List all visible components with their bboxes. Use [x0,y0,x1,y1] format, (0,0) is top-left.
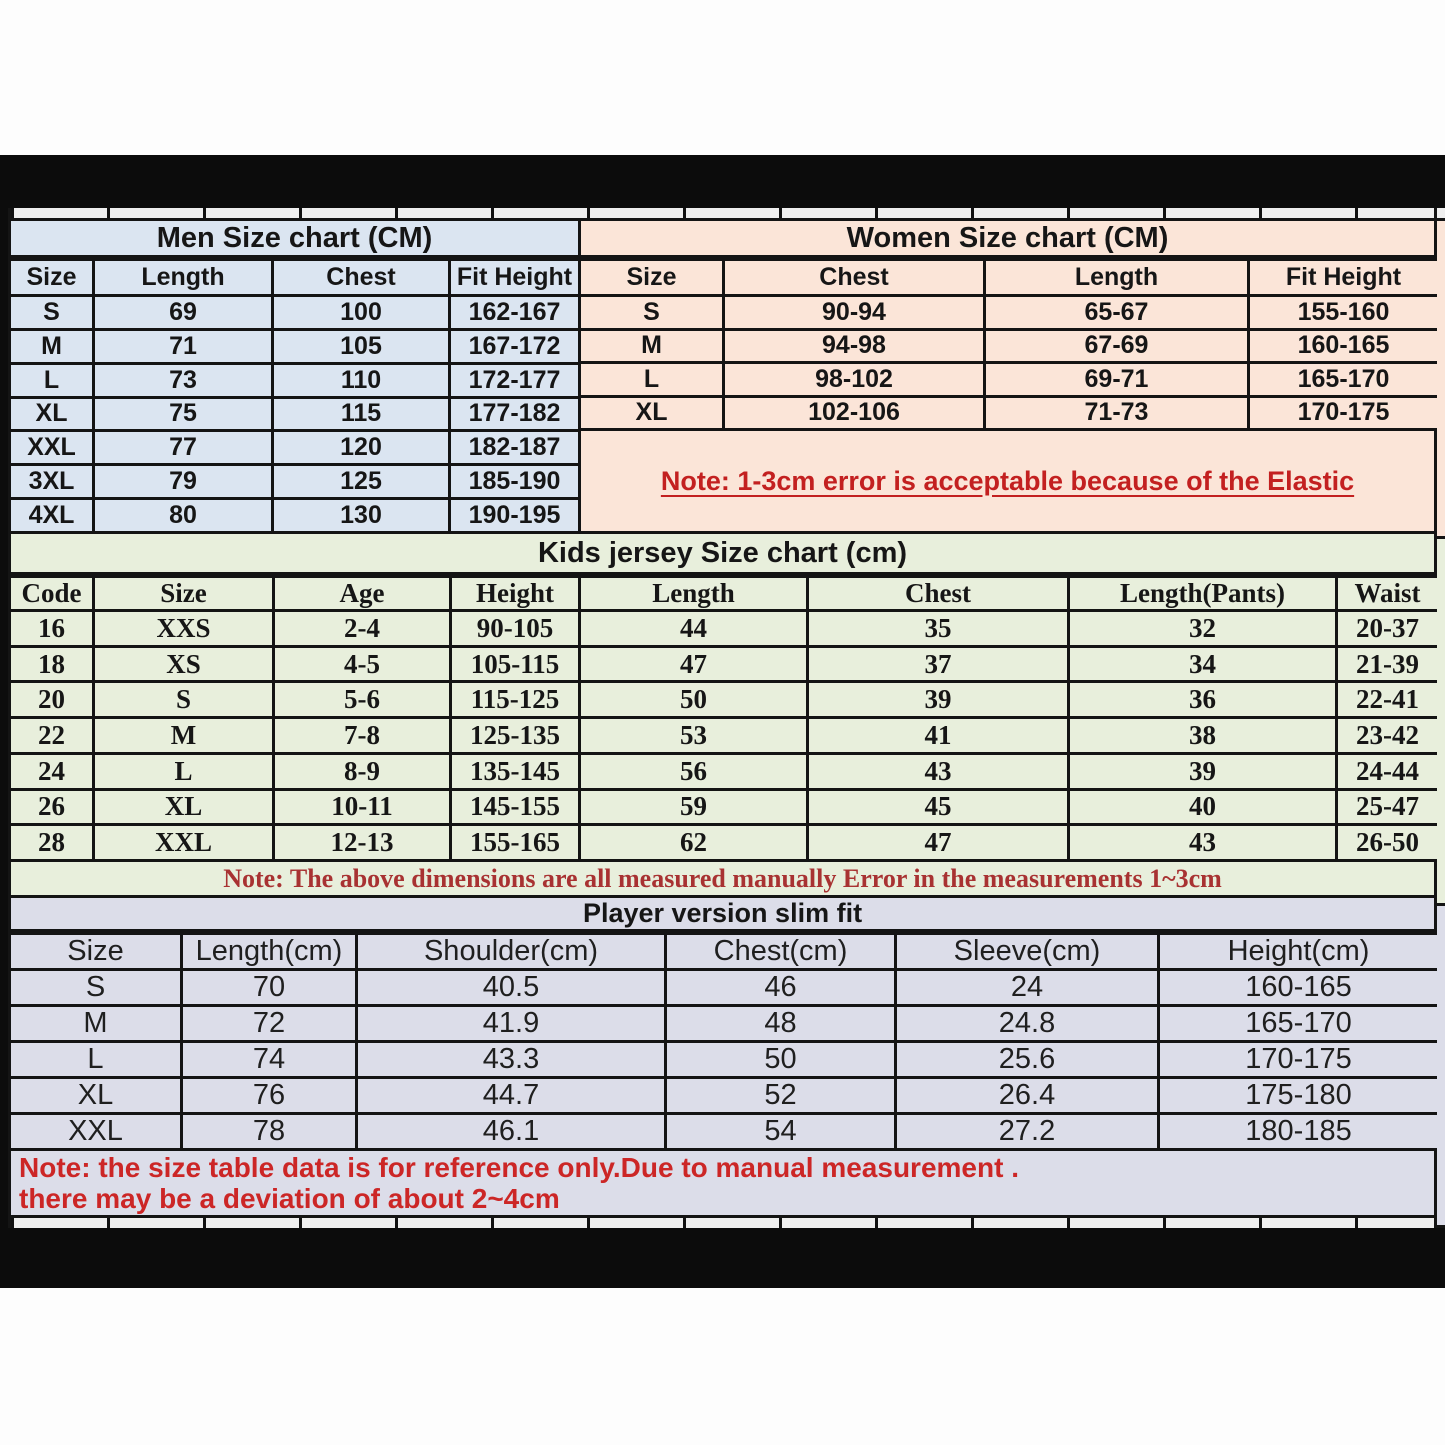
table-row [10,789,1439,825]
table-cell: XXL [10,431,94,465]
table-cell: 69-71 [985,363,1249,397]
table-cell: 41 [808,718,1069,754]
table-cell: 155-165 [451,825,580,861]
table-cell: 52 [666,1078,896,1114]
table-cell: 43.3 [357,1042,666,1078]
table-cell: 40.5 [357,970,666,1006]
table-cell: 39 [808,682,1069,718]
table-cell: S [10,970,182,1006]
table-cell: 167-172 [450,329,580,363]
table-cell: 78 [182,1114,357,1150]
table-cell: 27.2 [896,1114,1159,1150]
table-cell: 21-39 [1337,646,1439,682]
women-header-row [580,260,1439,296]
column-header: Length [580,577,808,611]
table-cell: 3XL [10,465,94,499]
men-size-table [8,258,581,534]
table-cell: 67-69 [985,329,1249,363]
table-cell: 18 [10,646,94,682]
table-cell: M [94,718,274,754]
table-row [580,396,1439,430]
table-row [10,296,580,330]
table-cell: 46 [666,970,896,1006]
table-cell: 24.8 [896,1006,1159,1042]
cropped-row-bottom [8,1218,1437,1228]
table-row [10,1078,1439,1114]
table-cell: 36 [1069,682,1337,718]
table-cell: 24 [896,970,1159,1006]
table-cell: 145-155 [451,789,580,825]
table-cell: L [94,753,274,789]
table-cell: 160-165 [1249,329,1439,363]
men-size-chart [8,218,578,534]
table-cell: 45 [808,789,1069,825]
table-cell: 20 [10,682,94,718]
column-header: Chest [724,260,985,296]
table-cell: 73 [94,363,273,397]
table-cell: XXL [94,825,274,861]
men-header-row [10,260,580,296]
table-cell: M [580,329,724,363]
table-row [10,718,1439,754]
table-cell: 10-11 [274,789,451,825]
table-cell: 115 [273,397,450,431]
men-women-row [8,218,1437,534]
table-cell: 25.6 [896,1042,1159,1078]
table-cell: 77 [94,431,273,465]
table-cell: 75 [94,397,273,431]
table-cell: 46.1 [357,1114,666,1150]
table-row [10,970,1439,1006]
table-cell: 165-170 [1159,1006,1439,1042]
table-cell: 115-125 [451,682,580,718]
table-cell: 105-115 [451,646,580,682]
kids-chart-title: Kids jersey Size chart (cm) [8,534,1437,575]
table-cell: L [10,363,94,397]
kids-header-row [10,577,1439,611]
column-header: Length [985,260,1249,296]
table-cell: 35 [808,611,1069,647]
table-cell: 74 [182,1042,357,1078]
table-cell: 162-167 [450,296,580,330]
table-cell: 182-187 [450,431,580,465]
table-cell: 94-98 [724,329,985,363]
player-version-chart [8,898,1437,1218]
table-cell: 53 [580,718,808,754]
kids-size-table [8,575,1440,862]
table-cell: 110 [273,363,450,397]
table-row [10,329,580,363]
table-cell: 41.9 [357,1006,666,1042]
table-cell: 32 [1069,611,1337,647]
column-header: Code [10,577,94,611]
table-cell: 22 [10,718,94,754]
table-row [10,1114,1439,1150]
table-cell: XL [10,397,94,431]
table-cell: 44.7 [357,1078,666,1114]
table-cell: 135-145 [451,753,580,789]
table-cell: 4XL [10,499,94,533]
table-row [580,329,1439,363]
table-cell: 43 [808,753,1069,789]
table-cell: S [580,296,724,330]
table-cell: 20-37 [1337,611,1439,647]
player-header-row [10,934,1439,970]
table-cell: 120 [273,431,450,465]
table-cell: L [10,1042,182,1078]
table-cell: 50 [666,1042,896,1078]
column-header: Length [94,260,273,296]
women-elastic-note [578,431,1437,534]
table-cell: 5-6 [274,682,451,718]
table-cell: 22-41 [1337,682,1439,718]
table-cell: S [10,296,94,330]
table-cell: 47 [580,646,808,682]
table-row [10,397,580,431]
table-cell: 50 [580,682,808,718]
table-cell: 39 [1069,753,1337,789]
table-cell: 172-177 [450,363,580,397]
table-cell: XL [94,789,274,825]
table-cell: 62 [580,825,808,861]
table-cell: 69 [94,296,273,330]
table-cell: 26.4 [896,1078,1159,1114]
player-chart-title: Player version slim fit [8,898,1437,932]
table-cell: 170-175 [1249,396,1439,430]
table-cell: 170-175 [1159,1042,1439,1078]
table-row [10,646,1439,682]
table-row [10,682,1439,718]
table-row [580,296,1439,330]
column-header: Size [580,260,724,296]
table-cell: 71-73 [985,396,1249,430]
table-cell: 180-185 [1159,1114,1439,1150]
kids-size-chart [8,534,1437,898]
table-row [10,1042,1439,1078]
table-cell: 28 [10,825,94,861]
column-header: Shoulder(cm) [357,934,666,970]
table-cell: 54 [666,1114,896,1150]
table-row [10,1006,1439,1042]
table-cell: 34 [1069,646,1337,682]
women-chart-title: Women Size chart (CM) [578,218,1437,258]
player-reference-note [8,1151,1437,1218]
table-cell: 37 [808,646,1069,682]
table-row [10,611,1439,647]
table-cell: 38 [1069,718,1337,754]
table-row [580,363,1439,397]
table-cell: 23-42 [1337,718,1439,754]
player-reference-note-line1: Note: the size table data is for reference only.Due to manual measurement . [19,1152,1019,1183]
table-cell: XXL [10,1114,182,1150]
table-cell: 59 [580,789,808,825]
kids-measurement-note [8,862,1437,898]
table-cell: 102-106 [724,396,985,430]
table-cell: 125 [273,465,450,499]
table-row [10,499,580,533]
table-row [10,753,1439,789]
table-cell: 165-170 [1249,363,1439,397]
table-cell: 56 [580,753,808,789]
table-cell: XS [94,646,274,682]
table-cell: 25-47 [1337,789,1439,825]
table-cell: 16 [10,611,94,647]
table-row [10,363,580,397]
table-cell: 26-50 [1337,825,1439,861]
cropped-row-top [8,208,1437,218]
column-header: Fit Height [450,260,580,296]
column-header: Length(cm) [182,934,357,970]
column-header: Size [94,577,274,611]
table-cell: L [580,363,724,397]
kids-measurement-note-text: Note: The above dimensions are all measured manually Error in the measurements 1~3cm [223,863,1222,893]
table-cell: 70 [182,970,357,1006]
table-cell: 65-67 [985,296,1249,330]
table-row [10,465,580,499]
women-size-table [578,258,1440,431]
table-cell: S [94,682,274,718]
table-cell: 4-5 [274,646,451,682]
table-cell: 24 [10,753,94,789]
table-cell: 175-180 [1159,1078,1439,1114]
table-cell: 160-165 [1159,970,1439,1006]
column-header: Waist [1337,577,1439,611]
column-header: Chest [808,577,1069,611]
table-cell: 155-160 [1249,296,1439,330]
table-cell: XL [10,1078,182,1114]
table-cell: 12-13 [274,825,451,861]
table-cell: 125-135 [451,718,580,754]
table-cell: M [10,329,94,363]
column-header: Height [451,577,580,611]
column-header: Size [10,260,94,296]
table-cell: 177-182 [450,397,580,431]
men-chart-title: Men Size chart (CM) [8,218,578,258]
table-cell: 24-44 [1337,753,1439,789]
table-cell: 190-195 [450,499,580,533]
women-size-chart [578,218,1437,534]
table-cell: M [10,1006,182,1042]
column-header: Age [274,577,451,611]
column-header: Chest(cm) [666,934,896,970]
table-cell: 76 [182,1078,357,1114]
women-elastic-note-text: Note: 1-3cm error is acceptable because of the Elastic [660,465,1355,496]
table-cell: 90-94 [724,296,985,330]
column-header: Length(Pants) [1069,577,1337,611]
table-cell: 2-4 [274,611,451,647]
column-header: Sleeve(cm) [896,934,1159,970]
table-cell: 26 [10,789,94,825]
table-cell: XL [580,396,724,430]
table-cell: 40 [1069,789,1337,825]
table-cell: 44 [580,611,808,647]
table-cell: 47 [808,825,1069,861]
table-cell: 98-102 [724,363,985,397]
table-cell: 130 [273,499,450,533]
table-cell: 72 [182,1006,357,1042]
player-reference-note-line2: there may be a deviation of about 2~4cm [19,1183,560,1214]
table-cell: 105 [273,329,450,363]
column-header: Chest [273,260,450,296]
table-cell: 100 [273,296,450,330]
table-cell: 185-190 [450,465,580,499]
table-cell: 43 [1069,825,1337,861]
player-version-table [8,932,1440,1151]
cutoff-column-sliver [1437,208,1445,1228]
table-cell: 8-9 [274,753,451,789]
size-chart-sheet [8,208,1437,1228]
table-cell: 48 [666,1006,896,1042]
table-row [10,825,1439,861]
column-header: Fit Height [1249,260,1439,296]
column-header: Size [10,934,182,970]
column-header: Height(cm) [1159,934,1439,970]
table-row [10,431,580,465]
table-cell: 90-105 [451,611,580,647]
table-cell: XXS [94,611,274,647]
table-cell: 71 [94,329,273,363]
table-cell: 80 [94,499,273,533]
table-cell: 79 [94,465,273,499]
table-cell: 7-8 [274,718,451,754]
